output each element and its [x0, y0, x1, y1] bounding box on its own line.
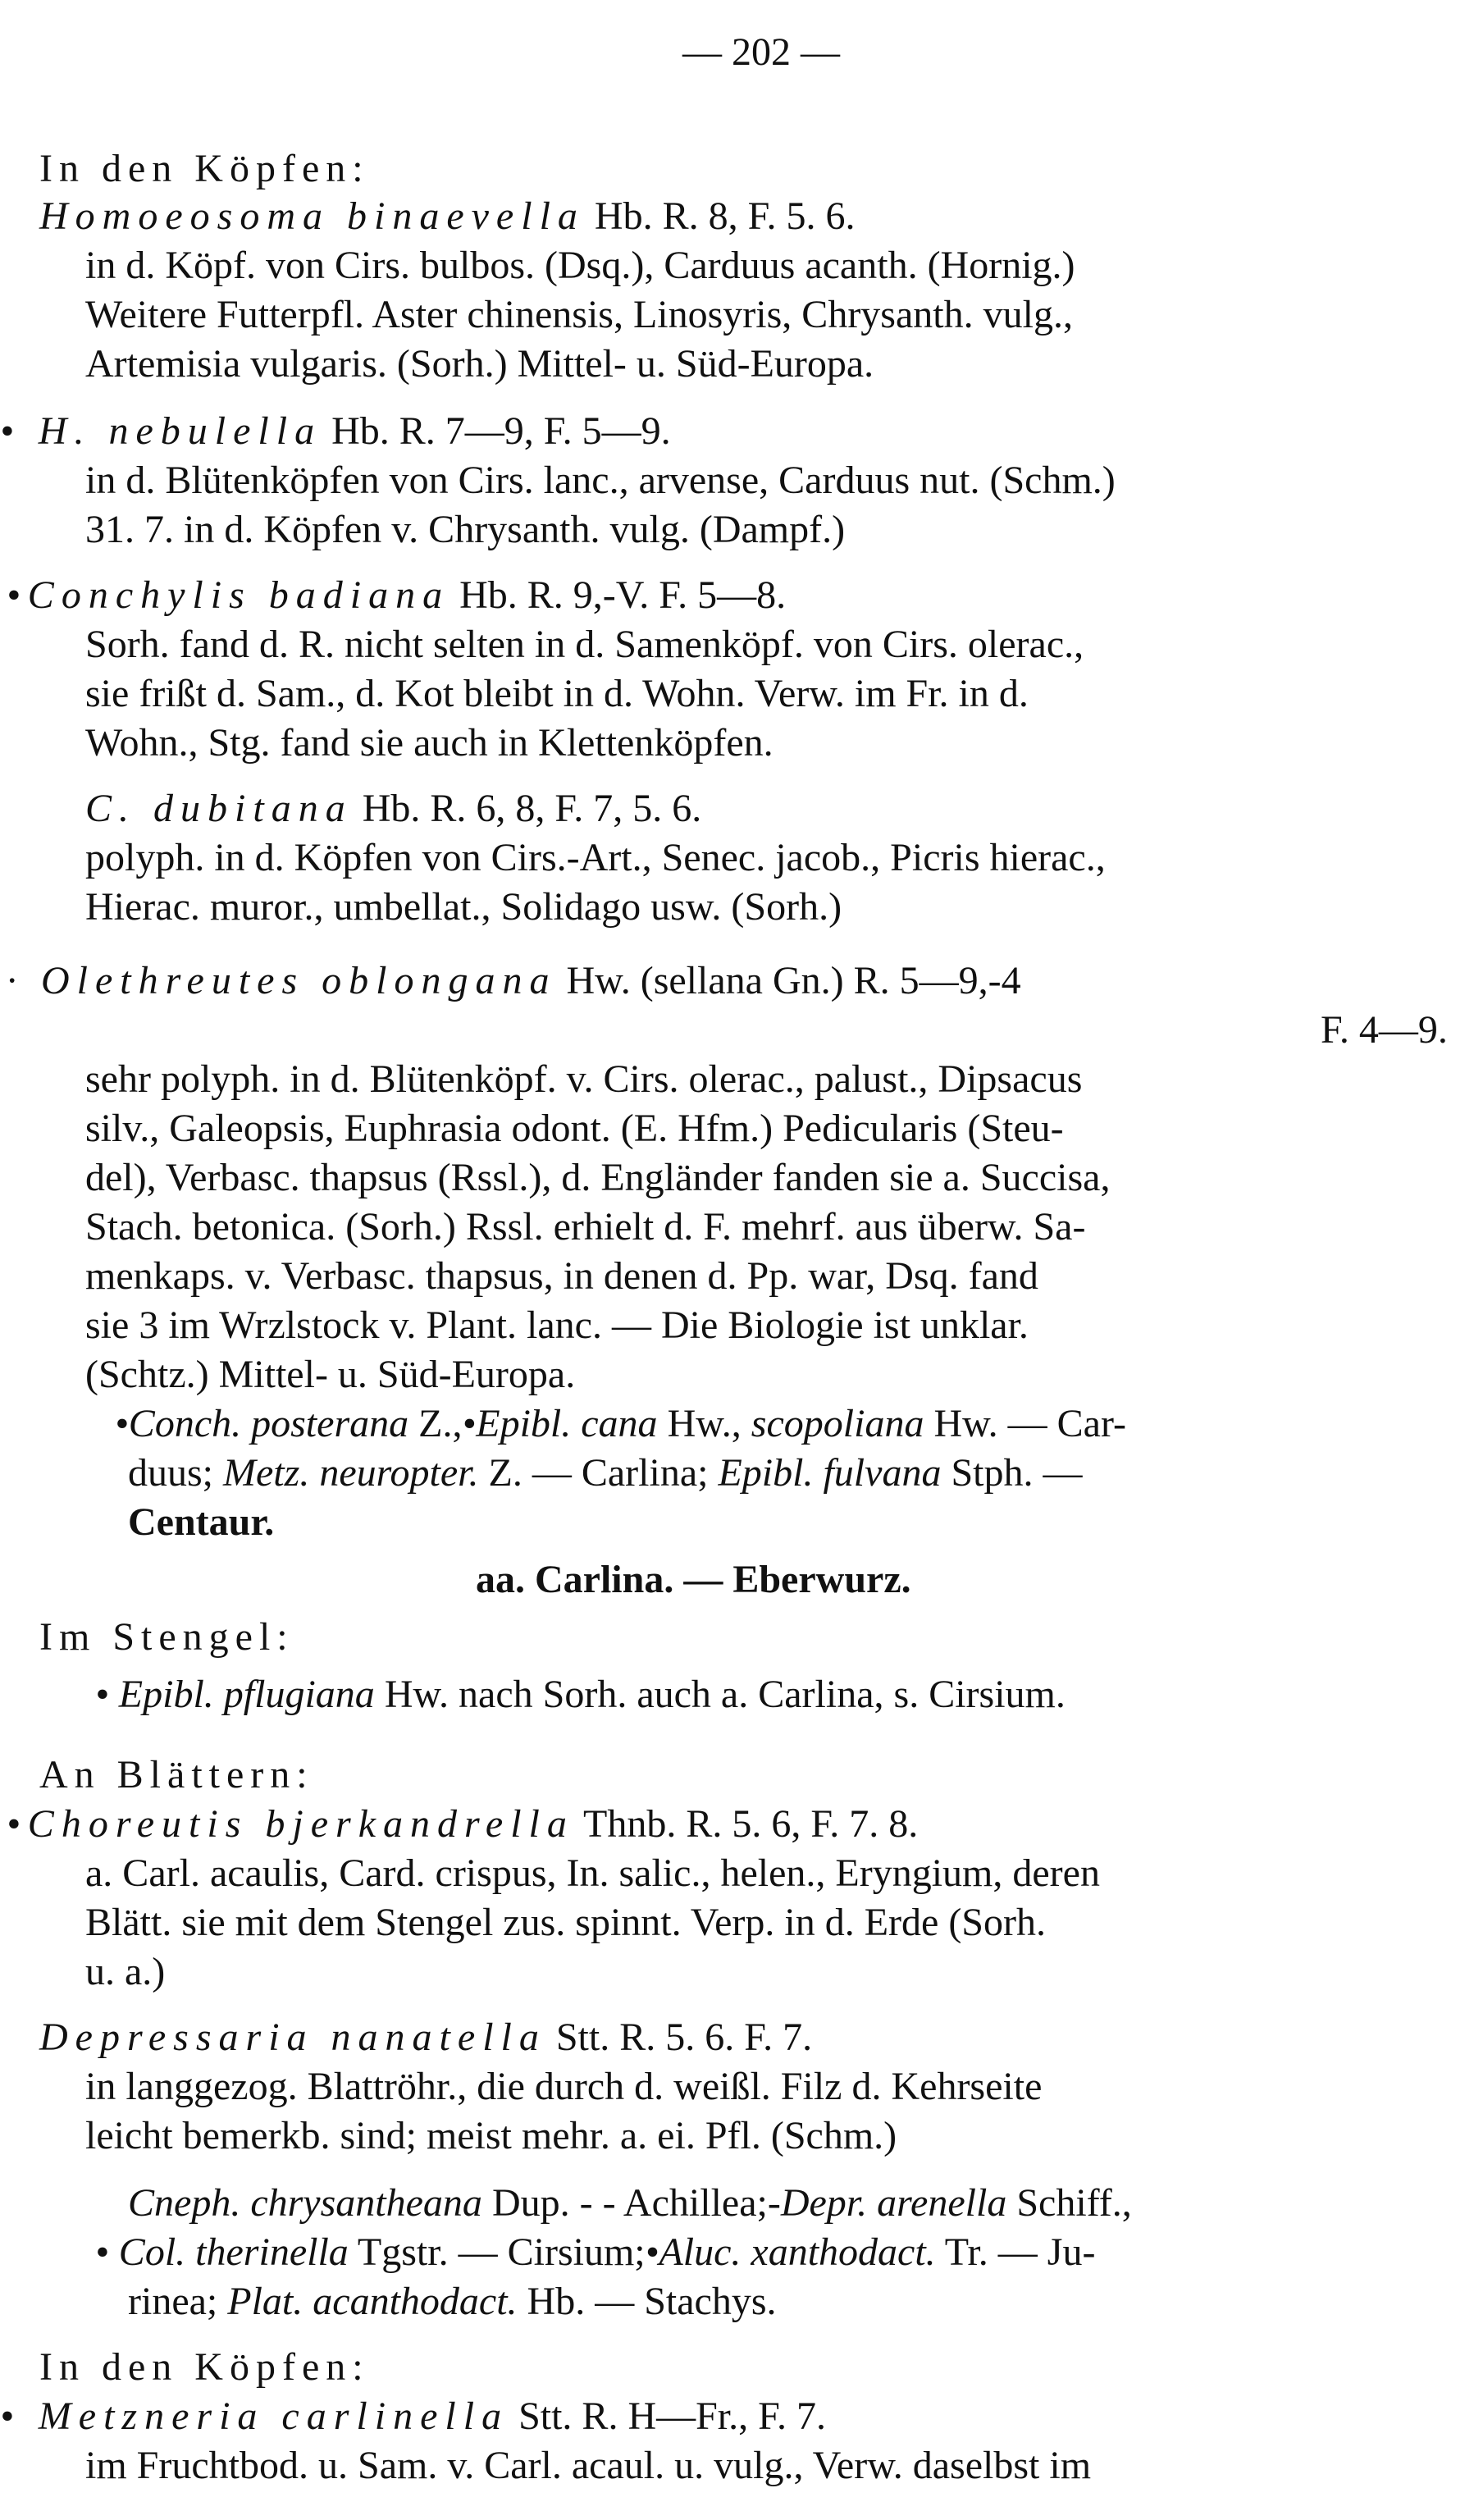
cross-reference: Cneph. chrysantheana Dup. - - Achillea;-Depr. arenella Schiff., — [128, 2181, 1132, 2225]
cross-reference: • Col. therinella Tgstr. — Cirsium;•Aluc. xanthodact. Tr. — Ju- — [95, 2230, 1096, 2274]
page-number: — 202 — — [682, 30, 840, 74]
text-line: leicht bemerkb. sind; meist mehr. a. ei. Pfl. (Schm.) — [85, 2114, 897, 2157]
species-meta: Hb. R. 9,-V. F. 5—8. — [459, 573, 787, 617]
species-meta: Stt. R. H—Fr., F. 7. — [518, 2394, 826, 2438]
text-line: Centaur. — [128, 1500, 275, 1544]
species-meta: Hb. R. 7—9, F. 5—9. — [331, 409, 671, 453]
species-name: Depressaria nanatella — [39, 2016, 546, 2059]
species-entry — [0, 409, 671, 454]
species-name: · Olethreutes oblongana — [7, 959, 557, 1002]
species-meta: Stt. R. 5. 6. F. 7. — [555, 2016, 813, 2059]
species-meta: Hb. R. 8, F. 5. 6. — [594, 194, 856, 238]
species-entry — [7, 573, 786, 619]
text-line: Artemisia vulgaris. (Sorh.) Mittel- u. Süd-Europa. — [85, 342, 874, 386]
species-entry — [85, 786, 701, 832]
text-line: Sorh. fand d. R. nicht selten in d. Samenköpf. von Cirs. olerac., — [85, 623, 1084, 666]
text-line: im Fruchtbod. u. Sam. v. Carl. acaul. u. vulg., Verw. daselbst im — [85, 2444, 1092, 2487]
text-line: Wohn., Stg. fand sie auch in Klettenköpfen. — [85, 721, 774, 765]
species-meta: Thnb. R. 5. 6, F. 7. 8. — [583, 1802, 919, 1846]
species-name: • Metzneria carlinella — [0, 2394, 509, 2438]
species-entry — [39, 2015, 812, 2061]
cross-reference: •Conch. posterana Z.,•Epibl. cana Hw., scopoliana Hw. — Car- — [115, 1402, 1126, 1445]
text-line: 31. 7. in d. Köpfen v. Chrysanth. vulg. (Dampf.) — [85, 508, 846, 551]
species-entry — [7, 958, 1021, 1004]
species-name: C. dubitana — [85, 787, 353, 830]
text-line: sie 3 im Wrzlstock v. Plant. lanc. — Die Biologie ist unklar. — [85, 1303, 1029, 1347]
cross-reference: duus; Metz. neuropter. Z. — Carlina; Epibl. fulvana Stph. — — [128, 1451, 1083, 1495]
section-heading: In den Köpfen: — [39, 2345, 370, 2389]
species-meta: Hw. (sellana Gn.) R. 5—9,-4 — [566, 959, 1021, 1002]
species-entry — [39, 194, 855, 240]
text-line: in d. Blütenköpfen von Cirs. lanc., arvense, Carduus nut. (Schm.) — [85, 459, 1116, 502]
text-line: Weitere Futterpfl. Aster chinensis, Linosyris, Chrysanth. vulg., — [85, 293, 1073, 336]
species-entry — [0, 2394, 826, 2440]
text-line: in d. Köpf. von Cirs. bulbos. (Dsq.), Carduus acanth. (Hornig.) — [85, 244, 1075, 287]
text-line: polyph. in d. Köpfen von Cirs.-Art., Senec. jacob., Picris hierac., — [85, 836, 1106, 879]
text-line: Blätt. sie mit dem Stengel zus. spinnt. Verp. in d. Erde (Sorh. — [85, 1901, 1046, 1944]
species-entry — [7, 1801, 918, 1847]
text-line: sehr polyph. in d. Blütenköpf. v. Cirs. olerac., palust., Dipsacus — [85, 1057, 1083, 1101]
text-line: in langgezog. Blattröhr., die durch d. weißl. Filz d. Kehrseite — [85, 2065, 1043, 2108]
text-line: menkaps. v. Verbasc. thapsus, in denen d. Pp. war, Dsq. fand — [85, 1254, 1038, 1298]
species-name: Homoeosoma binaevella — [39, 194, 585, 238]
text-line: u. a.) — [85, 1950, 166, 1993]
section-heading: Im Stengel: — [39, 1615, 294, 1659]
text-line: (Schtz.) Mittel- u. Süd-Europa. — [85, 1353, 576, 1396]
cross-reference: rinea; Plat. acanthodact. Hb. — Stachys. — [128, 2280, 777, 2323]
text-line: a. Carl. acaulis, Card. crispus, In. salic., helen., Eryngium, deren — [85, 1851, 1100, 1895]
text-line: silv., Galeopsis, Euphrasia odont. (E. Hfm.) Pedicularis (Steu- — [85, 1107, 1064, 1150]
text-line: Hierac. muror., umbellat., Solidago usw. (Sorh.) — [85, 885, 842, 929]
section-heading: In den Köpfen: — [39, 147, 370, 190]
text-line: sie frißt d. Sam., d. Kot bleibt in d. Wohn. Verw. im Fr. in d. — [85, 672, 1029, 715]
species-name: •Conchylis badiana — [7, 573, 450, 617]
species-meta: Hb. R. 6, 8, F. 7, 5. 6. — [362, 787, 702, 830]
text-line: del), Verbasc. thapsus (Rssl.), d. Engländer fanden sie a. Succisa, — [85, 1156, 1111, 1199]
section-heading: An Blättern: — [39, 1753, 314, 1796]
text-line: F. 4—9. — [1321, 1008, 1448, 1052]
cross-reference: • Epibl. pflugiana Hw. nach Sorh. auch a. Carlina, s. Cirsium. — [95, 1673, 1066, 1716]
species-name: •Choreutis bjerkandrella — [7, 1802, 574, 1846]
species-name: • H. nebulella — [0, 409, 322, 453]
subsection-heading: aa. Carlina. — Eberwurz. — [476, 1558, 911, 1601]
text-line: Stach. betonica. (Sorh.) Rssl. erhielt d. F. mehrf. aus überw. Sa- — [85, 1205, 1086, 1249]
